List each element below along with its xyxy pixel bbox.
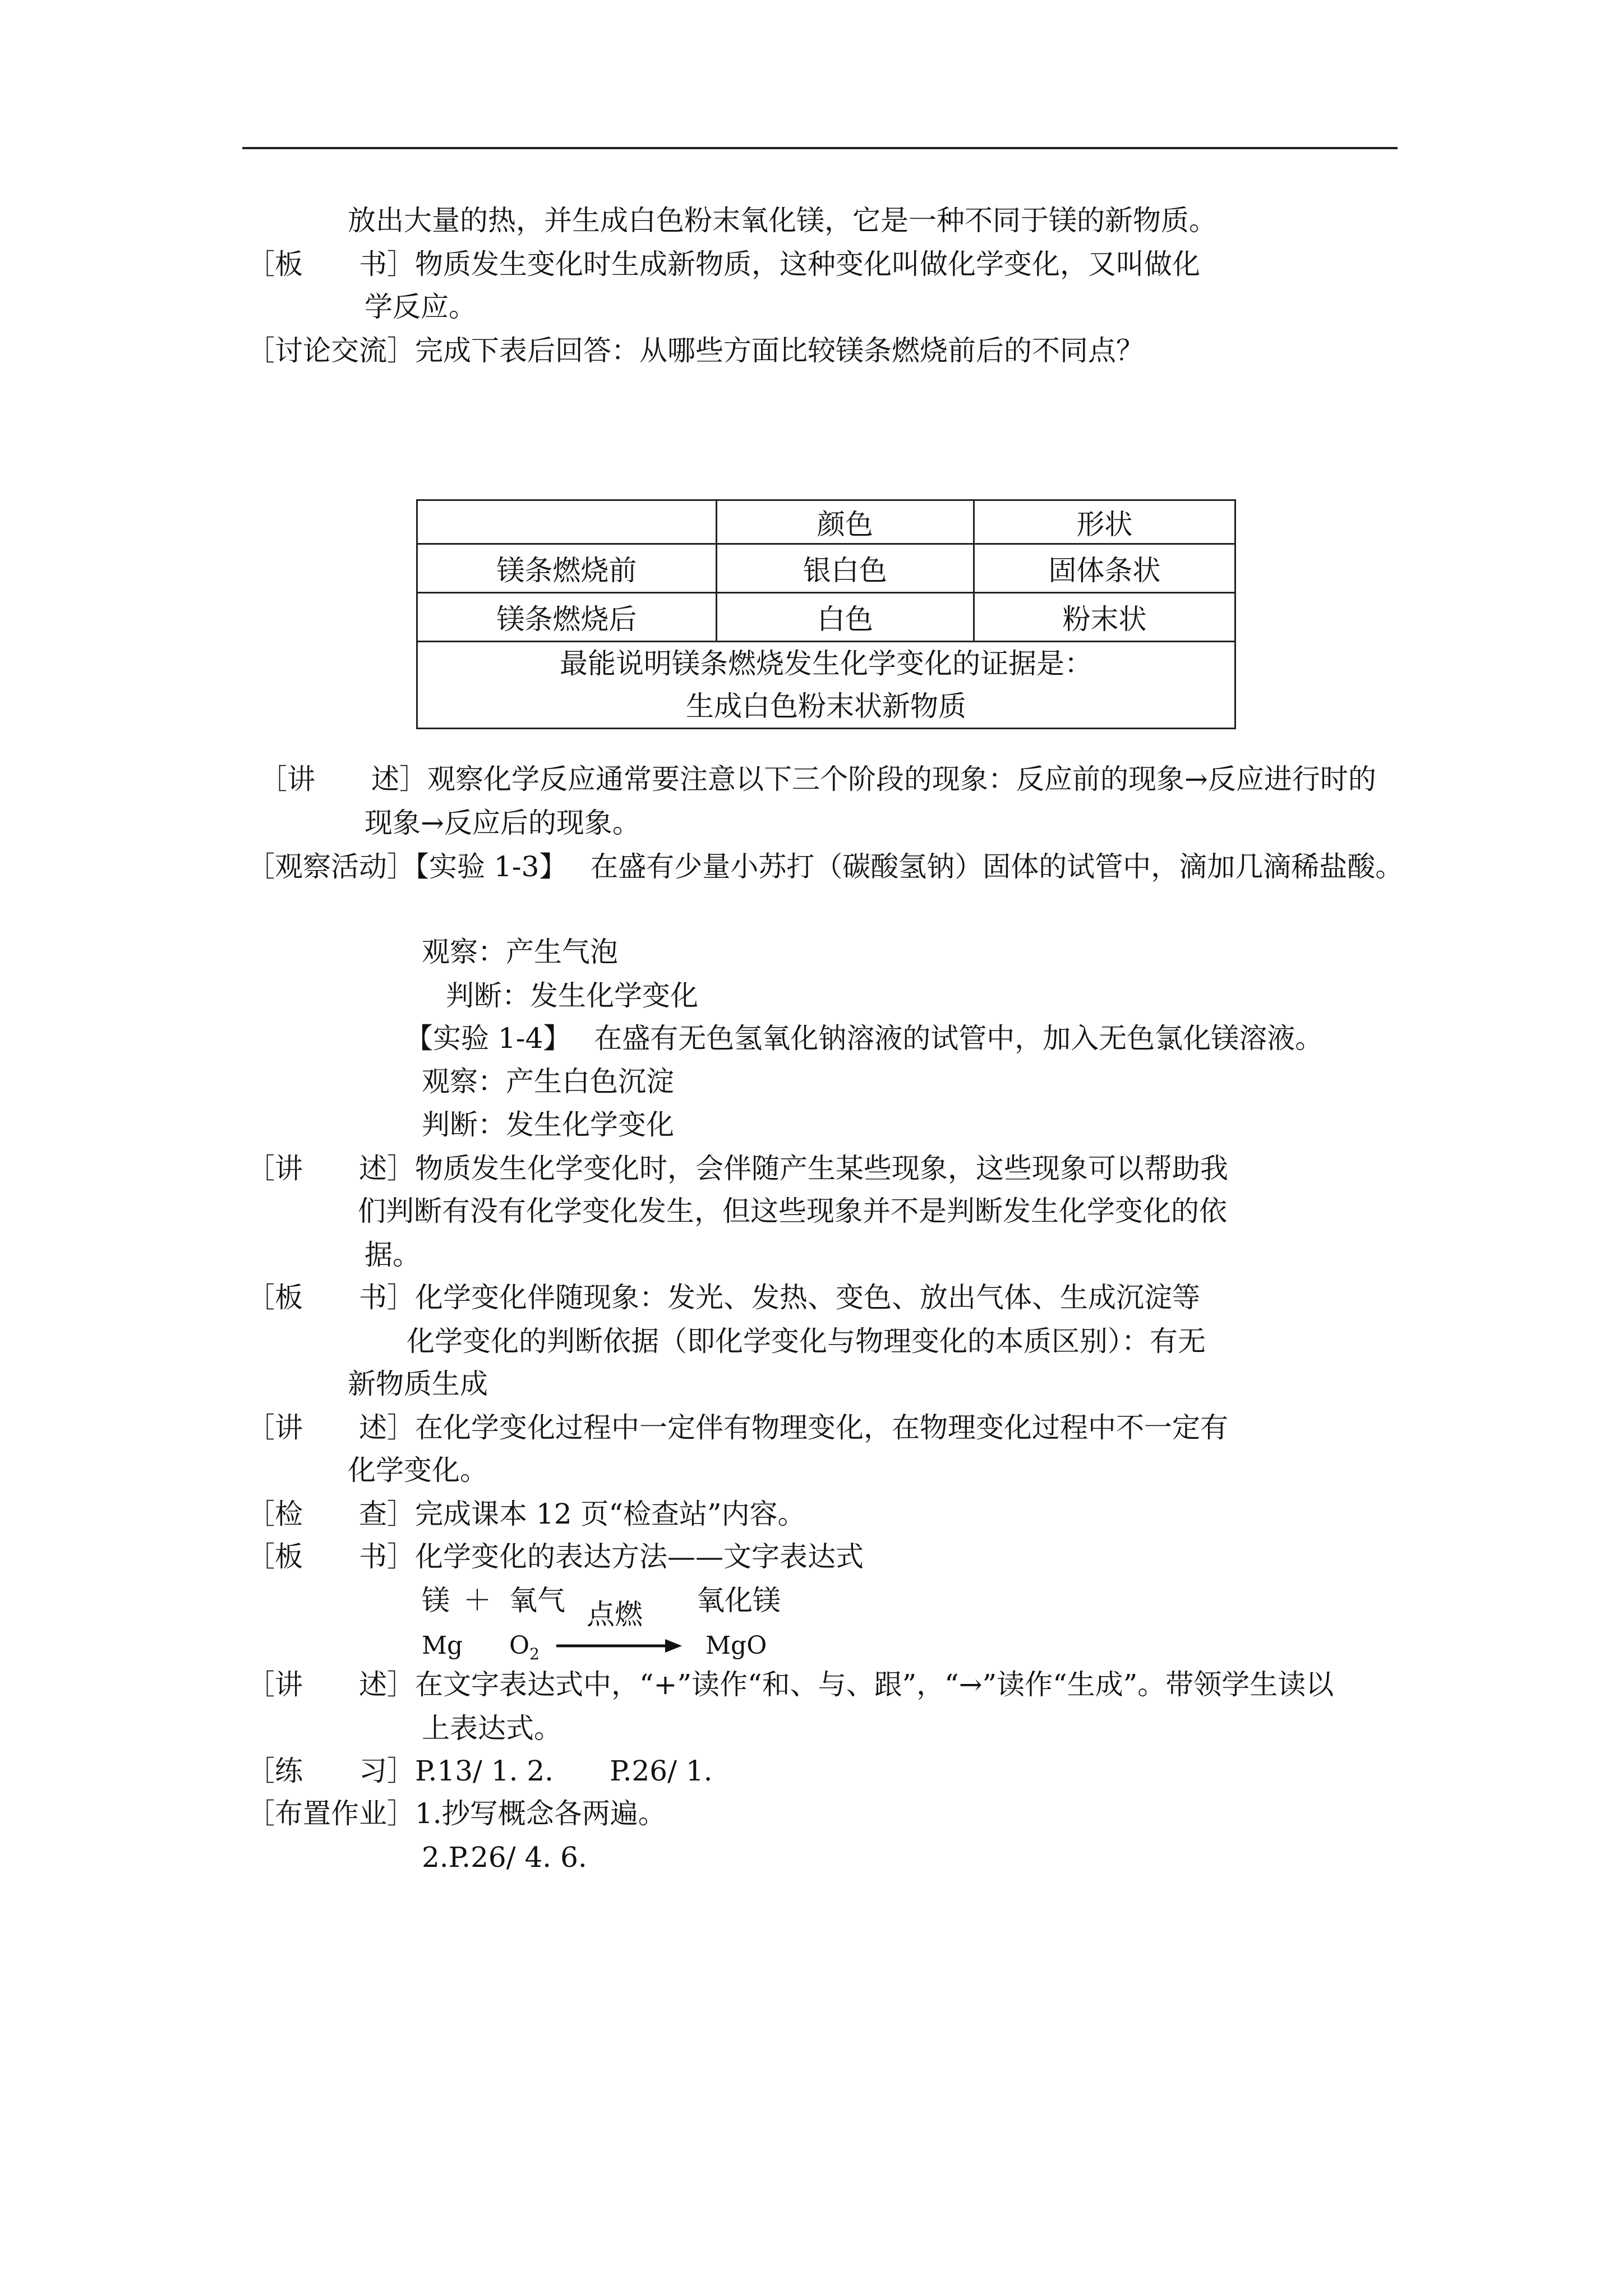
table-header-row xyxy=(417,500,1235,544)
text-line: 2.P.26/ 4. 6. xyxy=(422,1841,587,1874)
text-line: ［讲 述］在文字表达式中，“+”读作“和、与、跟”，“→”读作“生成”。带领学生读以 xyxy=(247,1668,1334,1701)
text-line: ［板 书］物质发生变化时生成新物质，这种变化叫做化学变化，又叫做化 xyxy=(247,248,1200,280)
equation-symbol-mgo: MgO xyxy=(706,1631,767,1660)
text-line: 据。 xyxy=(365,1239,421,1271)
table-header-cell: 颜色 xyxy=(716,500,974,544)
text-line: 化学变化。 xyxy=(348,1454,488,1487)
equation-plus: ＋ xyxy=(463,1584,491,1617)
text-line: 们判断有没有化学变化发生，但这些现象并不是判断发生化学变化的依 xyxy=(358,1195,1227,1227)
equation-reactant-2: 氧气 xyxy=(509,1584,565,1617)
text-line: ［观察活动］【实验 1-3】 在盛有少量小苏打（碳酸氢钠）固体的试管中，滴加几滴稀盐酸。 xyxy=(247,850,1404,883)
text-line: 【实验 1-4】 在盛有无色氢氧化钠溶液的试管中，加入无色氯化镁溶液。 xyxy=(405,1022,1324,1055)
table-cell: 镁条燃烧后 xyxy=(417,593,717,642)
text-line: 观察：产生气泡 xyxy=(422,936,618,968)
equation-reactant-1: 镁 xyxy=(422,1584,450,1617)
table-cell: 银白色 xyxy=(716,544,974,593)
comparison-table xyxy=(416,499,1236,729)
table-note-line: 最能说明镁条燃烧发生化学变化的证据是： xyxy=(560,647,1092,680)
text-line: 观察：产生白色沉淀 xyxy=(422,1065,674,1098)
text-line: ［讨论交流］完成下表后回答：从哪些方面比较镁条燃烧前后的不同点？ xyxy=(247,334,1144,367)
table-cell: 白色 xyxy=(716,593,974,642)
text-line: ［讲 述］在化学变化过程中一定伴有物理变化，在物理变化过程中不一定有 xyxy=(247,1411,1228,1444)
equation-product: 氧化镁 xyxy=(697,1584,781,1617)
table-note-cell xyxy=(417,642,1235,729)
text-line: 学反应。 xyxy=(365,291,477,323)
table-note-line: 生成白色粉末状新物质 xyxy=(686,690,966,723)
text-line: ［检 查］完成课本 12 页“检查站”内容。 xyxy=(247,1498,806,1530)
equation-symbol-o2: $O_2$ xyxy=(509,1631,540,1663)
text-line: 放出大量的热，并生成白色粉末氧化镁，它是一种不同于镁的新物质。 xyxy=(348,204,1217,237)
table-cell: 固体条状 xyxy=(974,544,1235,593)
text-line: 上表达式。 xyxy=(422,1712,562,1745)
table-cell: 镁条燃烧前 xyxy=(417,544,717,593)
text-line: 判断：发生化学变化 xyxy=(422,1108,674,1141)
text-line: ［板 书］化学变化伴随现象：发光、发热、变色、放出气体、生成沉淀等 xyxy=(247,1281,1200,1314)
table-cell: 粉末状 xyxy=(974,593,1235,642)
table-header-cell xyxy=(417,500,717,544)
text-line: 新物质生成 xyxy=(348,1368,488,1400)
text-line: 现象→反应后的现象。 xyxy=(365,807,640,839)
equation-symbol-mg: Mg xyxy=(422,1631,463,1660)
text-line: ［讲 述］物质发生化学变化时，会伴随产生某些现象，这些现象可以帮助我 xyxy=(247,1152,1228,1185)
text-line: ［讲 述］观察化学反应通常要注意以下三个阶段的现象：反应前的现象→反应进行时的 xyxy=(259,763,1376,795)
table-note-row xyxy=(417,642,1235,729)
text-line: ［练 习］P.13/ 1. 2. P.26/ 1. xyxy=(247,1755,713,1787)
header-rule xyxy=(242,147,1398,149)
table-row xyxy=(417,593,1235,642)
table-row xyxy=(417,544,1235,593)
text-line: 化学变化的判断依据（即化学变化与物理变化的本质区别）：有无 xyxy=(407,1325,1206,1358)
table-header-cell: 形状 xyxy=(974,500,1235,544)
text-line: ［板 书］化学变化的表达方法——文字表达式 xyxy=(247,1540,864,1573)
equation-condition: 点燃 xyxy=(587,1598,643,1631)
text-line: 判断：发生化学变化 xyxy=(446,979,698,1012)
equation-arrow-icon xyxy=(555,1635,684,1657)
text-line: ［布置作业］1.抄写概念各两遍。 xyxy=(247,1797,666,1830)
